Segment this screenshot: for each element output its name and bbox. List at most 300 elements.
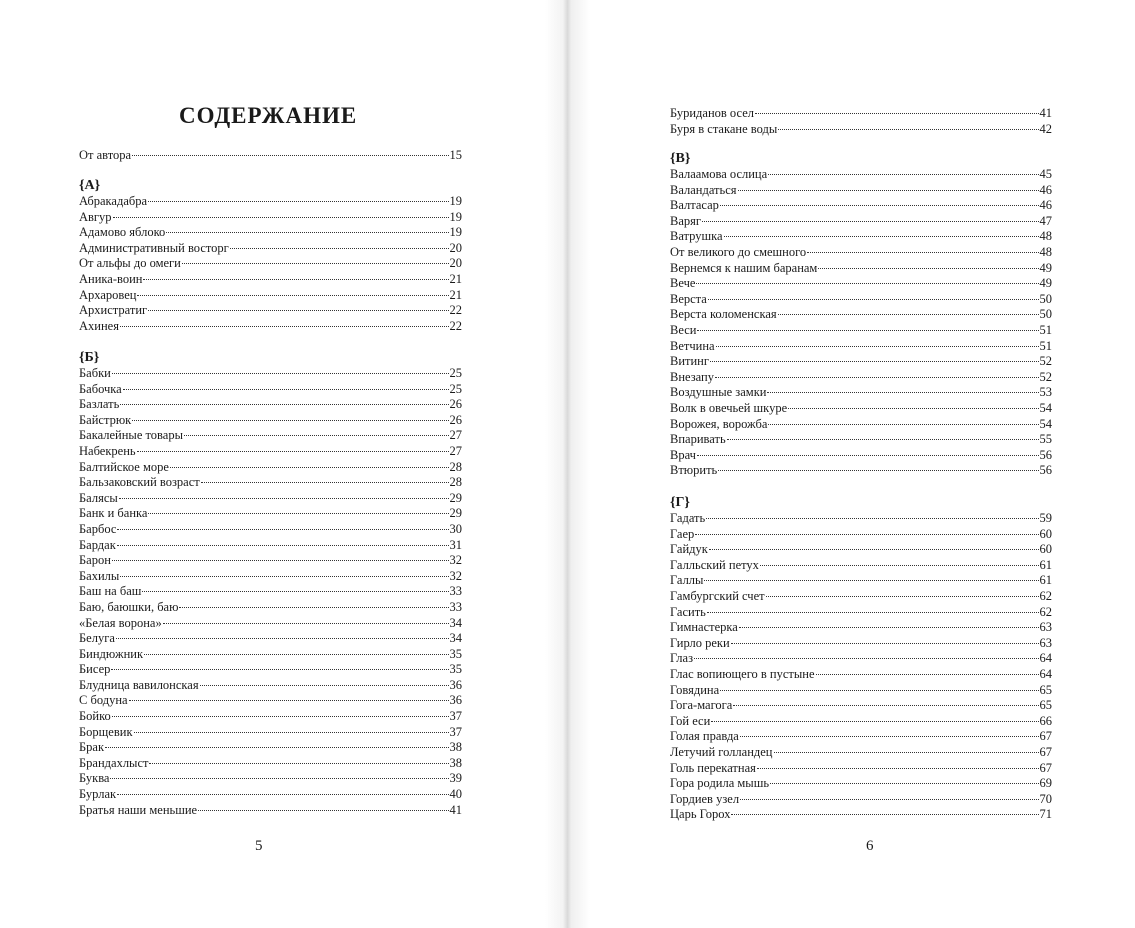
toc-entry-title: Гимнастерка bbox=[670, 620, 738, 635]
toc-entry-page: 36 bbox=[449, 677, 462, 692]
toc-leader bbox=[132, 155, 448, 156]
toc-entry[interactable] bbox=[670, 527, 1052, 543]
toc-intro bbox=[79, 148, 462, 164]
toc-entry-title: Валтасар bbox=[670, 198, 719, 213]
toc-entry-page: 31 bbox=[449, 537, 462, 552]
toc-entry[interactable] bbox=[670, 745, 1052, 761]
toc-entry[interactable] bbox=[670, 542, 1052, 558]
toc-entry-page: 37 bbox=[449, 724, 462, 739]
toc-leader bbox=[708, 299, 1039, 300]
toc-entry-page: 46 bbox=[1039, 198, 1052, 213]
toc-leader bbox=[766, 596, 1039, 597]
toc-entry-title: Бардак bbox=[79, 537, 116, 552]
toc-leader bbox=[755, 113, 1039, 114]
toc-entry-title: Голая правда bbox=[670, 729, 739, 744]
toc-entry-title: Адамово яблоко bbox=[79, 225, 166, 240]
toc-entry-page: 22 bbox=[449, 303, 462, 318]
toc-leader bbox=[184, 435, 449, 436]
toc-entry[interactable] bbox=[79, 491, 462, 507]
toc-leader bbox=[716, 346, 1039, 347]
toc-entry-title: Барбос bbox=[79, 521, 117, 536]
toc-entry[interactable] bbox=[79, 506, 462, 522]
toc-entry[interactable] bbox=[670, 339, 1052, 355]
toc-entry-page: 40 bbox=[449, 787, 462, 802]
toc-leader bbox=[731, 814, 1038, 815]
toc-entry[interactable] bbox=[670, 636, 1052, 652]
toc-continued bbox=[670, 106, 1052, 137]
section-letter: {А} bbox=[79, 178, 101, 193]
toc-entry-page: 65 bbox=[1039, 698, 1052, 713]
toc-leader bbox=[740, 799, 1038, 800]
toc-entry-title: Баш на баш bbox=[79, 584, 142, 599]
toc-entry-page: 26 bbox=[449, 397, 462, 412]
toc-entry[interactable] bbox=[670, 620, 1052, 636]
toc-entry-page: 47 bbox=[1039, 213, 1052, 228]
toc-entry-title: Бабочка bbox=[79, 381, 122, 396]
toc-entry-title: Буква bbox=[79, 771, 110, 786]
toc-entry-title: Гора родила мышь bbox=[670, 776, 770, 791]
toc-leader bbox=[733, 705, 1038, 706]
toc-entry-page: 67 bbox=[1039, 729, 1052, 744]
toc-entry[interactable] bbox=[79, 382, 462, 398]
toc-leader bbox=[768, 424, 1038, 425]
toc-leader bbox=[696, 283, 1038, 284]
toc-leader bbox=[778, 129, 1038, 130]
toc-entry-title: Авгур bbox=[79, 209, 112, 224]
toc-entry-page: 38 bbox=[449, 755, 462, 770]
toc-entry-page: 69 bbox=[1039, 776, 1052, 791]
toc-entry-title: Гамбургский счет bbox=[670, 588, 765, 603]
toc-entry-page: 22 bbox=[449, 318, 462, 333]
toc-entry[interactable] bbox=[670, 776, 1052, 792]
toc-entry-page: 29 bbox=[449, 506, 462, 521]
toc-entry-page: 29 bbox=[449, 490, 462, 505]
toc-entry-page: 52 bbox=[1039, 354, 1052, 369]
toc-leader bbox=[816, 674, 1039, 675]
toc-entry-page: 30 bbox=[449, 521, 462, 536]
toc-entry[interactable] bbox=[79, 740, 462, 756]
toc-entry[interactable] bbox=[670, 417, 1052, 433]
toc-entry-page: 60 bbox=[1039, 542, 1052, 557]
toc-entry-title: Галльский петух bbox=[670, 557, 759, 572]
toc-entry[interactable] bbox=[79, 756, 462, 772]
toc-entry-page: 54 bbox=[1039, 400, 1052, 415]
toc-entry-page: 51 bbox=[1039, 338, 1052, 353]
toc-entry[interactable] bbox=[670, 214, 1052, 230]
toc-entry-page: 33 bbox=[449, 584, 462, 599]
toc-entry-page: 33 bbox=[449, 599, 462, 614]
toc-entry-page: 37 bbox=[449, 709, 462, 724]
toc-leader bbox=[697, 455, 1039, 456]
toc-entry[interactable] bbox=[670, 370, 1052, 386]
toc-leader bbox=[119, 498, 449, 499]
toc-entry[interactable] bbox=[670, 276, 1052, 292]
toc-entry-title: Гаер bbox=[670, 526, 695, 541]
toc-leader bbox=[111, 669, 448, 670]
toc-leader bbox=[697, 330, 1038, 331]
toc-entry-page: 19 bbox=[449, 194, 462, 208]
toc-entry[interactable] bbox=[79, 319, 462, 335]
toc-entry[interactable] bbox=[79, 647, 462, 663]
toc-leader bbox=[727, 439, 1039, 440]
toc-leader bbox=[120, 404, 448, 405]
toc-entry[interactable] bbox=[670, 292, 1052, 308]
toc-entry-page: 32 bbox=[449, 553, 462, 568]
toc-entry[interactable] bbox=[670, 354, 1052, 370]
toc-entry[interactable] bbox=[79, 725, 462, 741]
toc-entry[interactable] bbox=[79, 428, 462, 444]
toc-leader bbox=[113, 217, 449, 218]
toc-leader bbox=[694, 658, 1038, 659]
toc-entry-page: 28 bbox=[449, 475, 462, 490]
toc-entry-title: Ватрушка bbox=[670, 229, 723, 244]
toc-entry[interactable] bbox=[79, 256, 462, 272]
toc-entry-page: 42 bbox=[1039, 121, 1052, 136]
toc-entry-page: 48 bbox=[1039, 229, 1052, 244]
toc-entry-title: Брак bbox=[79, 740, 105, 755]
toc-entry[interactable] bbox=[79, 241, 462, 257]
toc-leader bbox=[724, 236, 1039, 237]
toc-entry[interactable] bbox=[670, 183, 1052, 199]
toc-entry-page: 35 bbox=[449, 662, 462, 677]
toc-leader bbox=[112, 716, 449, 717]
toc-entry-page: 48 bbox=[1039, 244, 1052, 259]
toc-entry[interactable] bbox=[79, 709, 462, 725]
toc-entry[interactable] bbox=[670, 511, 1052, 527]
toc-leader bbox=[123, 389, 449, 390]
page-number: 6 bbox=[866, 838, 874, 854]
toc-entry-title: Базлать bbox=[79, 397, 120, 412]
toc-entry-page: 19 bbox=[449, 225, 462, 240]
toc-leader bbox=[110, 778, 448, 779]
toc-section-a bbox=[79, 178, 462, 334]
toc-entry-title: Волк в овечьей шкуре bbox=[670, 400, 788, 415]
toc-entry-page: 64 bbox=[1039, 651, 1052, 666]
toc-entry-page: 25 bbox=[449, 366, 462, 380]
toc-entry-title: Валандаться bbox=[670, 182, 737, 197]
toc-entry[interactable] bbox=[670, 106, 1052, 122]
toc-entry-page: 41 bbox=[449, 802, 462, 817]
toc-leader bbox=[707, 612, 1039, 613]
toc-leader bbox=[704, 580, 1038, 581]
toc-entry-title: Впаривать bbox=[670, 432, 726, 447]
toc-entry-title: Абракадабра bbox=[79, 194, 148, 208]
toc-entry[interactable] bbox=[79, 460, 462, 476]
toc-entry[interactable] bbox=[670, 385, 1052, 401]
toc-entry-page: 26 bbox=[449, 412, 462, 427]
toc-leader bbox=[117, 545, 449, 546]
toc-entry-page: 56 bbox=[1039, 447, 1052, 462]
toc-entry-title: Втюрить bbox=[670, 463, 718, 478]
toc-entry-title: Набекрень bbox=[79, 443, 136, 458]
section-letter: {Б} bbox=[79, 350, 100, 365]
toc-entry[interactable] bbox=[670, 323, 1052, 339]
toc-entry[interactable] bbox=[670, 807, 1052, 823]
toc-entry-page: 66 bbox=[1039, 713, 1052, 728]
toc-leader bbox=[182, 263, 449, 264]
toc-leader bbox=[201, 482, 449, 483]
toc-entry[interactable] bbox=[79, 771, 462, 787]
toc-entry-title: Витинг bbox=[670, 354, 709, 369]
toc-entry-page: 62 bbox=[1039, 588, 1052, 603]
section-letter: {В} bbox=[670, 151, 691, 166]
toc-leader bbox=[148, 201, 448, 202]
toc-entry[interactable] bbox=[79, 662, 462, 678]
toc-entry-title: Летучий голландец bbox=[670, 744, 773, 759]
toc-entry[interactable] bbox=[79, 522, 462, 538]
toc-entry-title: Бабки bbox=[79, 366, 111, 380]
toc-entry-page: 50 bbox=[1039, 291, 1052, 306]
toc-entry-title: Белуга bbox=[79, 631, 115, 646]
toc-entry-page: 45 bbox=[1039, 167, 1052, 181]
toc-entry[interactable] bbox=[79, 475, 462, 491]
toc-entry-title: Гадать bbox=[670, 511, 706, 525]
toc-entry[interactable] bbox=[670, 698, 1052, 714]
toc-leader bbox=[720, 690, 1038, 691]
toc-entry[interactable] bbox=[79, 444, 462, 460]
toc-leader bbox=[144, 654, 448, 655]
toc-entry-page: 41 bbox=[1039, 106, 1052, 120]
page-title: СОДЕРЖАНИЕ bbox=[179, 103, 358, 128]
toc-entry-page: 35 bbox=[449, 646, 462, 661]
toc-entry-title: Врач bbox=[670, 447, 696, 462]
toc-entry-page: 60 bbox=[1039, 526, 1052, 541]
toc-leader bbox=[149, 763, 448, 764]
toc-entry-page: 56 bbox=[1039, 463, 1052, 478]
toc-entry-title: Галлы bbox=[670, 573, 704, 588]
toc-entry-title: Байстрюк bbox=[79, 412, 132, 427]
toc-entry-page: 50 bbox=[1039, 307, 1052, 322]
toc-entry-title: Варяг bbox=[670, 213, 702, 228]
toc-leader bbox=[720, 205, 1039, 206]
toc-entry-title: Гой еси bbox=[670, 713, 711, 728]
toc-entry-page: 46 bbox=[1039, 182, 1052, 197]
toc-entry[interactable] bbox=[670, 558, 1052, 574]
toc-entry-title: Буриданов осел bbox=[670, 106, 754, 120]
toc-entry[interactable] bbox=[670, 573, 1052, 589]
toc-entry-page: 39 bbox=[449, 771, 462, 786]
toc-leader bbox=[706, 518, 1038, 519]
toc-entry-title: Бальзаковский возраст bbox=[79, 475, 200, 490]
toc-leader bbox=[731, 643, 1039, 644]
toc-entry-title: Бахилы bbox=[79, 568, 120, 583]
toc-leader bbox=[120, 326, 449, 327]
toc-entry-title: Борщевик bbox=[79, 724, 133, 739]
toc-leader bbox=[711, 721, 1038, 722]
toc-entry[interactable] bbox=[79, 210, 462, 226]
toc-entry[interactable] bbox=[79, 693, 462, 709]
toc-leader bbox=[230, 248, 449, 249]
toc-entry[interactable] bbox=[670, 761, 1052, 777]
toc-leader bbox=[695, 534, 1038, 535]
toc-entry-page: 64 bbox=[1039, 666, 1052, 681]
toc-entry-title: Архистратиг bbox=[79, 303, 148, 318]
toc-section-v bbox=[670, 151, 1052, 479]
toc-entry[interactable] bbox=[79, 366, 462, 382]
toc-entry-page: 21 bbox=[449, 271, 462, 286]
toc-entry-title: От альфы до омеги bbox=[79, 256, 181, 271]
toc-entry[interactable] bbox=[670, 122, 1052, 138]
toc-leader bbox=[143, 279, 448, 280]
toc-leader bbox=[148, 310, 448, 311]
toc-leader bbox=[739, 627, 1039, 628]
toc-entry-page: 34 bbox=[449, 615, 462, 630]
toc-leader bbox=[116, 638, 449, 639]
toc-entry-page: 53 bbox=[1039, 385, 1052, 400]
toc-entry[interactable] bbox=[79, 148, 462, 164]
toc-entry-page: 28 bbox=[449, 459, 462, 474]
toc-entry-page: 38 bbox=[449, 740, 462, 755]
toc-entry[interactable] bbox=[670, 401, 1052, 417]
toc-leader bbox=[117, 794, 448, 795]
toc-entry[interactable] bbox=[79, 225, 462, 241]
toc-entry-title: Бисер bbox=[79, 662, 111, 677]
toc-entry-page: 52 bbox=[1039, 369, 1052, 384]
toc-entry[interactable] bbox=[670, 792, 1052, 808]
toc-entry-page: 15 bbox=[449, 148, 462, 162]
toc-leader bbox=[112, 560, 449, 561]
toc-entry-title: Баю, баюшки, баю bbox=[79, 599, 179, 614]
toc-entry[interactable] bbox=[79, 803, 462, 819]
toc-leader bbox=[179, 607, 448, 608]
toc-entry[interactable] bbox=[79, 272, 462, 288]
toc-entry-page: 32 bbox=[449, 568, 462, 583]
toc-leader bbox=[148, 513, 448, 514]
toc-leader bbox=[715, 377, 1039, 378]
toc-entry[interactable] bbox=[670, 229, 1052, 245]
toc-leader bbox=[818, 268, 1038, 269]
toc-entry[interactable] bbox=[670, 729, 1052, 745]
toc-leader bbox=[740, 736, 1039, 737]
toc-entry-title: Бурлак bbox=[79, 787, 117, 802]
toc-entry[interactable] bbox=[79, 288, 462, 304]
toc-leader bbox=[166, 232, 448, 233]
toc-entry[interactable] bbox=[670, 448, 1052, 464]
toc-entry-title: Барон bbox=[79, 553, 111, 568]
toc-leader bbox=[702, 221, 1038, 222]
toc-entry-page: 71 bbox=[1039, 807, 1052, 822]
toc-entry-title: Гордиев узел bbox=[670, 791, 740, 806]
toc-leader bbox=[142, 591, 448, 592]
toc-entry-title: Гайдук bbox=[670, 542, 708, 557]
toc-entry-page: 25 bbox=[449, 381, 462, 396]
toc-leader bbox=[757, 768, 1039, 769]
toc-leader bbox=[129, 700, 449, 701]
toc-entry[interactable] bbox=[79, 631, 462, 647]
toc-leader bbox=[738, 190, 1039, 191]
toc-entry[interactable] bbox=[79, 584, 462, 600]
toc-entry[interactable] bbox=[670, 667, 1052, 683]
toc-leader bbox=[134, 732, 449, 733]
toc-entry[interactable] bbox=[79, 194, 462, 210]
toc-entry[interactable] bbox=[79, 413, 462, 429]
toc-entry[interactable] bbox=[79, 678, 462, 694]
toc-leader bbox=[163, 623, 449, 624]
toc-leader bbox=[807, 252, 1038, 253]
toc-entry[interactable] bbox=[670, 198, 1052, 214]
toc-leader bbox=[198, 810, 448, 811]
toc-entry-title: Ворожея, ворожба bbox=[670, 416, 768, 431]
toc-entry-title: Ветчина bbox=[670, 338, 715, 353]
toc-entry-title: Братья наши меньшие bbox=[79, 802, 198, 817]
toc-leader bbox=[105, 747, 448, 748]
toc-entry[interactable] bbox=[79, 616, 462, 632]
toc-entry-page: 65 bbox=[1039, 682, 1052, 697]
toc-leader bbox=[120, 576, 448, 577]
toc-entry[interactable] bbox=[79, 787, 462, 803]
toc-leader bbox=[774, 752, 1039, 753]
toc-entry[interactable] bbox=[79, 538, 462, 554]
toc-entry-page: 27 bbox=[449, 443, 462, 458]
toc-entry-title: Балясы bbox=[79, 490, 118, 505]
toc-entry[interactable] bbox=[670, 245, 1052, 261]
toc-entry-title: Балтийское море bbox=[79, 459, 169, 474]
toc-leader bbox=[768, 174, 1038, 175]
toc-entry-page: 67 bbox=[1039, 760, 1052, 775]
toc-entry-title: Веси bbox=[670, 322, 697, 337]
toc-leader bbox=[112, 373, 449, 374]
toc-entry-page: 36 bbox=[449, 693, 462, 708]
toc-entry[interactable] bbox=[670, 167, 1052, 183]
toc-leader bbox=[170, 467, 449, 468]
toc-entry-page: 49 bbox=[1039, 260, 1052, 275]
toc-entry-title: Банк и банка bbox=[79, 506, 148, 521]
toc-leader bbox=[137, 451, 449, 452]
toc-entry-title: Аника-воин bbox=[79, 271, 143, 286]
toc-entry[interactable] bbox=[79, 600, 462, 616]
toc-section-b bbox=[79, 350, 462, 818]
toc-entry-page: 62 bbox=[1039, 604, 1052, 619]
toc-entry-title: Верста коломенская bbox=[670, 307, 777, 322]
toc-entry[interactable] bbox=[670, 683, 1052, 699]
toc-entry-page: 34 bbox=[449, 631, 462, 646]
toc-entry-title: От автора bbox=[79, 148, 132, 162]
toc-entry[interactable] bbox=[670, 605, 1052, 621]
toc-entry[interactable] bbox=[670, 651, 1052, 667]
toc-entry[interactable] bbox=[79, 553, 462, 569]
toc-entry[interactable] bbox=[79, 303, 462, 319]
toc-entry-title: Биндюжник bbox=[79, 646, 144, 661]
toc-entry-title: Гасить bbox=[670, 604, 706, 619]
toc-entry-title: Административный восторг bbox=[79, 240, 229, 255]
book-gutter bbox=[545, 0, 590, 928]
toc-entry-title: Гирло реки bbox=[670, 635, 730, 650]
toc-entry-title: Архаровец bbox=[79, 287, 137, 302]
toc-entry[interactable] bbox=[79, 397, 462, 413]
toc-entry-title: С бодуна bbox=[79, 693, 128, 708]
toc-entry[interactable] bbox=[670, 714, 1052, 730]
toc-entry-title: Брандахлыст bbox=[79, 755, 149, 770]
toc-section-g bbox=[670, 495, 1052, 823]
toc-entry[interactable] bbox=[670, 307, 1052, 323]
toc-leader bbox=[709, 549, 1039, 550]
toc-entry-title: Внезапу bbox=[670, 369, 714, 384]
toc-leader bbox=[200, 685, 449, 686]
toc-entry[interactable] bbox=[670, 589, 1052, 605]
toc-entry-title: Вернемся к нашим баранам bbox=[670, 260, 818, 275]
toc-entry[interactable] bbox=[79, 569, 462, 585]
toc-entry[interactable] bbox=[670, 432, 1052, 448]
toc-entry-title: Царь Горох bbox=[670, 807, 731, 822]
toc-entry-page: 59 bbox=[1039, 511, 1052, 525]
toc-leader bbox=[117, 529, 448, 530]
toc-entry-title: Валаамова ослица bbox=[670, 167, 768, 181]
toc-leader bbox=[710, 361, 1039, 362]
toc-entry[interactable] bbox=[670, 261, 1052, 277]
toc-entry-title: Буря в стакане воды bbox=[670, 121, 778, 136]
toc-entry-title: Воздушные замки bbox=[670, 385, 767, 400]
toc-entry[interactable] bbox=[670, 463, 1052, 479]
